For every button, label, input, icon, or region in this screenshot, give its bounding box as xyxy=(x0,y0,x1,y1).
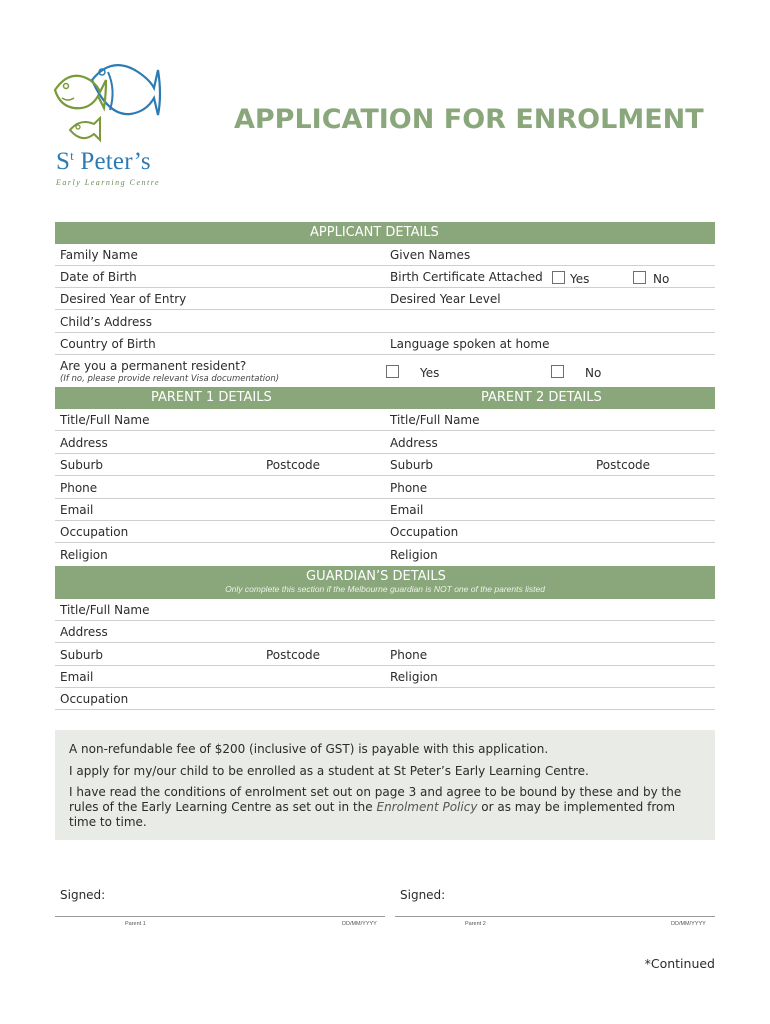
fee-statement: A non-refundable fee of $200 (inclusive of GST) is payable with this application. xyxy=(69,742,549,756)
school-logo xyxy=(50,50,175,190)
field-label: Postcode xyxy=(596,458,651,472)
applicant-details-header xyxy=(55,222,715,244)
field-label: Religion xyxy=(390,670,438,684)
parent2-address-field[interactable] xyxy=(385,432,715,454)
field-label: Desired Year Level xyxy=(390,292,501,306)
year-entry-field[interactable] xyxy=(55,288,385,310)
birth-cert-row xyxy=(385,266,715,288)
resident-note: (If no, please provide relevant Visa documentation) xyxy=(60,374,280,384)
parent2-title-name-field[interactable] xyxy=(385,409,715,431)
field-label: Occupation xyxy=(60,692,129,706)
parent2-signed-label: Signed: xyxy=(400,888,446,902)
birth-cert-no-checkbox[interactable] xyxy=(633,271,646,284)
parent2-religion-field[interactable] xyxy=(385,544,715,566)
logo-tagline: Early Learning Centre xyxy=(56,178,161,187)
resident-yes-checkbox[interactable] xyxy=(386,365,399,378)
given-names-field[interactable] xyxy=(385,244,715,266)
country-of-birth-field[interactable] xyxy=(55,333,385,355)
guardian-occupation-field[interactable] xyxy=(55,688,715,710)
field-label: Title/Full Name xyxy=(390,413,480,427)
parent1-suburb-field[interactable] xyxy=(55,454,385,476)
field-label: Are you a permanent resident? xyxy=(60,359,247,373)
field-label: Suburb xyxy=(60,458,103,472)
guardian-email-field[interactable] xyxy=(55,666,385,688)
checkbox-label: No xyxy=(653,272,670,286)
page-title: APPLICATION FOR ENROLMENT xyxy=(234,104,704,135)
field-label: Address xyxy=(60,436,108,450)
field-label: Email xyxy=(60,503,94,517)
field-label: Address xyxy=(60,625,108,639)
field-label: Postcode xyxy=(266,648,321,662)
guardian-address-field[interactable] xyxy=(55,621,715,643)
parent1-address-field[interactable] xyxy=(55,432,385,454)
parent1-title-name-field[interactable] xyxy=(55,409,385,431)
parent1-phone-field[interactable] xyxy=(55,477,385,499)
parent2-signature-line[interactable] xyxy=(395,916,715,917)
parent1-signature-line[interactable] xyxy=(55,916,385,917)
field-label: Occupation xyxy=(390,525,459,539)
field-label: Title/Full Name xyxy=(60,413,150,427)
resident-no-checkbox[interactable] xyxy=(551,365,564,378)
checkbox-label: Yes xyxy=(420,366,440,380)
field-label: Date of Birth xyxy=(60,270,137,284)
guardian-note: Only complete this section if the Melbourne guardian is NOT one of the parents listed xyxy=(225,584,545,594)
family-name-field[interactable] xyxy=(55,244,385,266)
parent1-date-caption: DD/MM/YYYY xyxy=(342,921,377,927)
guardian-section-title: GUARDIAN’S DETAILS xyxy=(306,569,446,584)
field-label: Phone xyxy=(390,481,428,495)
field-label: Given Names xyxy=(390,248,471,262)
language-field[interactable] xyxy=(385,333,715,355)
checkbox-label: Yes xyxy=(570,272,590,286)
enrolment-policy-link: Enrolment Policy xyxy=(376,800,478,814)
fish-icon xyxy=(50,50,175,150)
field-label: Phone xyxy=(390,648,428,662)
field-label: Suburb xyxy=(60,648,103,662)
field-label: Phone xyxy=(60,481,98,495)
parent2-date-caption: DD/MM/YYYY xyxy=(671,921,706,927)
field-label: Religion xyxy=(60,548,108,562)
guardian-details-header xyxy=(55,566,715,599)
parent2-email-field[interactable] xyxy=(385,499,715,521)
section-title: APPLICANT DETAILS xyxy=(310,225,439,240)
field-label: Title/Full Name xyxy=(60,603,150,617)
parent1-occupation-field[interactable] xyxy=(55,521,385,543)
birth-cert-yes-checkbox[interactable] xyxy=(552,271,565,284)
parent2-occupation-field[interactable] xyxy=(385,521,715,543)
guardian-title-name-field[interactable] xyxy=(55,599,715,621)
guardian-religion-field[interactable] xyxy=(385,666,715,688)
field-label: Email xyxy=(390,503,424,517)
parent2-phone-field[interactable] xyxy=(385,477,715,499)
field-label: Birth Certificate Attached xyxy=(390,270,543,284)
year-level-field[interactable] xyxy=(385,288,715,310)
field-label: Country of Birth xyxy=(60,337,156,351)
field-label: Suburb xyxy=(390,458,433,472)
apply-statement: I apply for my/our child to be enrolled as a student at St Peter’s Early Learning Centre. xyxy=(69,764,589,778)
field-label: Family Name xyxy=(60,248,138,262)
field-label: Language spoken at home xyxy=(390,337,550,351)
parent1-religion-field[interactable] xyxy=(55,544,385,566)
parent2-suburb-field[interactable] xyxy=(385,454,715,476)
guardian-suburb-field[interactable] xyxy=(55,644,385,666)
field-label: Desired Year of Entry xyxy=(60,292,187,306)
parent1-signed-label: Signed: xyxy=(60,888,106,902)
parent1-section-title: PARENT 1 DETAILS xyxy=(151,390,272,405)
dob-field[interactable] xyxy=(55,266,385,288)
child-address-field[interactable] xyxy=(55,311,715,333)
field-label: Child’s Address xyxy=(60,315,152,329)
field-label: Religion xyxy=(390,548,438,562)
field-label: Address xyxy=(390,436,438,450)
permanent-resident-row xyxy=(55,355,715,387)
field-label: Occupation xyxy=(60,525,129,539)
parent-details-header xyxy=(55,387,715,409)
continued-note: *Continued xyxy=(644,956,715,971)
parent1-email-field[interactable] xyxy=(55,499,385,521)
checkbox-label: No xyxy=(585,366,602,380)
field-label: Email xyxy=(60,670,94,684)
guardian-phone-field[interactable] xyxy=(385,644,715,666)
parent2-caption: Parent 2 xyxy=(465,921,486,927)
field-label: Postcode xyxy=(266,458,321,472)
parent2-section-title: PARENT 2 DETAILS xyxy=(481,390,602,405)
logo-brand-text: $S^t$ Peter’s xyxy=(56,148,151,175)
declaration-panel xyxy=(55,730,715,840)
conditions-statement: I have read the conditions of enrolment set out on page 3 and agree to be bound by these and by the rules of the Early Learning Centre as set out in the Enrolment Policy or as may be implemented from time to time. xyxy=(69,785,682,829)
parent1-caption: Parent 1 xyxy=(125,921,146,927)
